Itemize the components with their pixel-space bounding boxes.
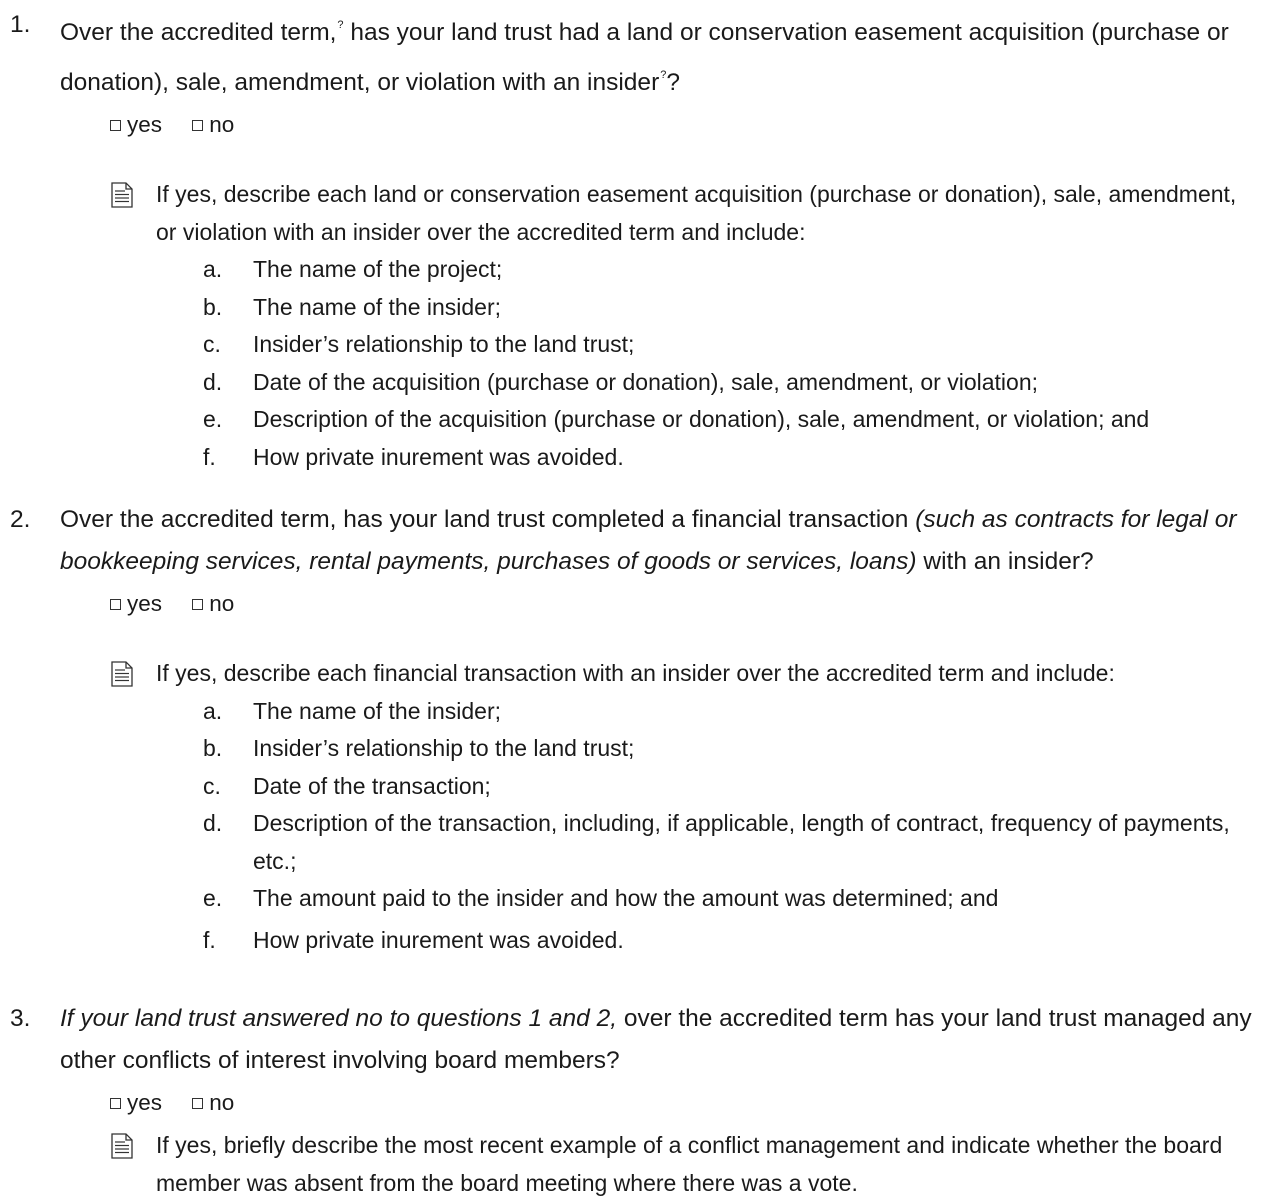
list-item-text: Insider’s relationship to the land trust; xyxy=(253,735,635,761)
question-2 xyxy=(0,499,1266,959)
checkbox-icon[interactable] xyxy=(192,1098,203,1109)
list-letter: f. xyxy=(203,926,216,953)
requirements-list xyxy=(0,693,1266,960)
list-item xyxy=(0,768,1266,806)
question-text-italic: If your land trust answered no to questions 1 and 2, xyxy=(60,1005,618,1032)
list-item xyxy=(0,730,1266,768)
checkbox-icon[interactable] xyxy=(192,599,203,610)
no-label: no xyxy=(209,112,235,137)
list-item-text: Description of the acquisition (purchase or donation), sale, amendment, or violation; and xyxy=(253,406,1150,432)
footnote-mark: ? xyxy=(337,19,344,31)
list-item xyxy=(0,439,1266,477)
list-letter: a. xyxy=(203,697,223,724)
yes-label: yes xyxy=(127,1090,163,1115)
question-3 xyxy=(0,998,1266,1202)
description-block xyxy=(0,176,1266,251)
list-item xyxy=(0,805,1266,880)
checkbox-icon[interactable] xyxy=(192,120,203,131)
no-option[interactable] xyxy=(192,1090,234,1115)
list-letter: c. xyxy=(203,772,221,799)
list-item-text: Date of the acquisition (purchase or donation), sale, amendment, or violation; xyxy=(253,368,1038,395)
list-letter: d. xyxy=(203,810,223,836)
description-block xyxy=(0,1127,1266,1202)
list-letter: d. xyxy=(203,368,223,395)
question-text xyxy=(60,499,1258,583)
list-letter: f. xyxy=(203,443,216,470)
document-icon xyxy=(110,661,134,687)
yes-option[interactable] xyxy=(110,591,162,616)
list-item-text: Description of the transaction, including, if applicable, length of contract, frequency of payments, etc.; xyxy=(253,810,1230,874)
list-letter: e. xyxy=(203,406,223,432)
description-text: If yes, describe each land or conservation easement acquisition (purchase or donation), sale, amendment, or violation with an insider over the accredited term and include: xyxy=(156,181,1237,245)
yes-no-options xyxy=(110,104,1266,146)
list-item-text: Date of the transaction; xyxy=(253,772,491,799)
yes-label: yes xyxy=(127,591,163,616)
document-icon xyxy=(110,182,134,208)
yes-option[interactable] xyxy=(110,1090,162,1115)
list-letter: b. xyxy=(203,293,223,320)
list-item-text: The name of the insider; xyxy=(253,697,502,724)
list-item xyxy=(0,251,1266,289)
question-1-row xyxy=(0,4,1266,104)
no-option[interactable] xyxy=(192,591,234,616)
requirements-list xyxy=(0,251,1266,476)
question-2-row xyxy=(0,499,1266,583)
list-item xyxy=(0,922,1266,960)
question-text-part: ? xyxy=(666,69,680,96)
document-icon xyxy=(110,1133,134,1159)
description-text: If yes, describe each financial transaction with an insider over the accredited term and include: xyxy=(156,660,1115,686)
list-letter: b. xyxy=(203,735,223,761)
list-item xyxy=(0,401,1266,439)
list-item xyxy=(0,364,1266,402)
list-item-text: Insider’s relationship to the land trust; xyxy=(253,331,635,357)
list-letter: e. xyxy=(203,885,223,911)
question-text-part: has your land trust had a land or conservation easement acquisition (purchase or donation), sale, amendment, or violation with an insider xyxy=(60,19,1229,96)
list-item xyxy=(0,880,1266,918)
question-number: 3. xyxy=(10,1005,31,1032)
question-text-part: over the accredited term has your land trust managed any other conflicts of interest involving board members? xyxy=(60,1005,1252,1074)
question-number: 2. xyxy=(10,506,31,533)
question-text-part: Over the accredited term, has your land trust completed a financial transaction xyxy=(60,506,916,533)
question-number: 1. xyxy=(10,11,31,38)
question-text-part: with an insider? xyxy=(916,548,1094,575)
list-item xyxy=(0,326,1266,364)
list-item-text: How private inurement was avoided. xyxy=(253,926,624,953)
list-item-text: The amount paid to the insider and how the amount was determined; and xyxy=(253,885,999,911)
list-letter: a. xyxy=(203,256,223,282)
list-item xyxy=(0,289,1266,327)
question-text-part: Over the accredited term, xyxy=(60,19,337,46)
yes-no-options xyxy=(110,583,1266,625)
checkbox-icon[interactable] xyxy=(110,1098,121,1109)
list-item xyxy=(0,693,1266,731)
no-label: no xyxy=(209,1090,235,1115)
list-letter: c. xyxy=(203,331,221,357)
question-text xyxy=(60,998,1258,1082)
no-label: no xyxy=(209,591,235,616)
list-item-text: How private inurement was avoided. xyxy=(253,443,624,470)
yes-label: yes xyxy=(127,112,163,137)
checkbox-icon[interactable] xyxy=(110,120,121,131)
description-block xyxy=(0,655,1266,693)
description-text: If yes, briefly describe the most recent example of a conflict management and indicate whether the board member was absent from the board meeting where there was a vote. xyxy=(156,1132,1223,1196)
list-item-text: The name of the project; xyxy=(253,256,503,282)
question-1 xyxy=(0,4,1266,476)
question-text xyxy=(60,4,1258,104)
question-text-italic: (such as contracts for legal or bookkeeping services, rental payments, purchases of goods or services, loans) xyxy=(60,506,1237,575)
list-item-text: The name of the insider; xyxy=(253,293,502,320)
yes-no-options xyxy=(110,1082,1266,1124)
question-3-row xyxy=(0,998,1266,1082)
footnote-mark: ? xyxy=(660,69,667,81)
checkbox-icon[interactable] xyxy=(110,599,121,610)
yes-option[interactable] xyxy=(110,112,162,137)
no-option[interactable] xyxy=(192,112,234,137)
